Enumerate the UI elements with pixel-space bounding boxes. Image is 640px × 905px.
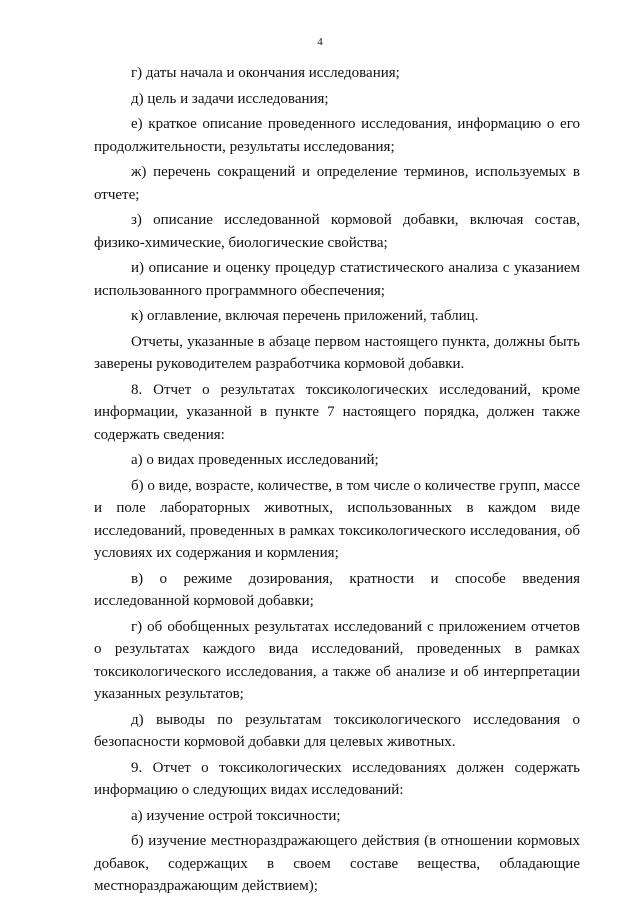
paragraph-clause-9: 9. Отчет о токсикологических исследованиях должен содержать информацию о следующих видах исследований:: [94, 759, 580, 798]
paragraph-clause-8: 8. Отчет о результатах токсикологических исследований, кроме информации, указанной в пункте 7 настоящего порядка, должен также содержать сведения:: [94, 381, 580, 443]
paragraph-item-g: г) даты начала и окончания исследования;: [131, 65, 400, 81]
paragraph-item-a-8: а) о видах проведенных исследований;: [131, 452, 379, 468]
paragraph-item-a-9: а) изучение острой токсичности;: [131, 807, 341, 824]
paragraph-item-g-8: г) об обобщенных результатах исследований с приложением отчетов о результатах каждого вида исследований, проведенных в рамках токсикологического исследования, а также об анализе и об интерпретации указанных результатов;: [94, 618, 580, 702]
paragraph-item-v-8: в) о режиме дозирования, кратности и способе введения исследованной кормовой добавки;: [94, 570, 580, 609]
paragraph-item-d-8: д) выводы по результатам токсикологического исследования о безопасности кормовой добавки для целевых животных.: [94, 711, 580, 750]
paragraph-reports-certification: Отчеты, указанные в абзаце первом настоящего пункта, должны быть заверены руководителем разработчика кормовой добавки.: [94, 333, 580, 372]
document-body: [94, 62, 580, 898]
paragraph-item-b-9: б) изучение местнораздражающего действия (в отношении кормовых добавок, содержащих в своем составе вещества, обладающие местнораздражающим действием);: [94, 833, 580, 894]
paragraph-item-d: д) цель и задачи исследования;: [131, 90, 329, 107]
paragraph-item-z: з) описание исследованной кормовой добавки, включая состав, физико-химические, биологические свойства;: [94, 212, 580, 251]
paragraph-item-e: е) краткое описание проведенного исследования, информацию о его продолжительности, результаты исследования;: [94, 116, 580, 155]
paragraph-item-zh: ж) перечень сокращений и определение терминов, используемых в отчете;: [94, 164, 580, 203]
paragraph-item-i: и) описание и оценку процедур статистического анализа с указанием использованного программного обеспечения;: [94, 260, 580, 299]
paragraph-item-k: к) оглавление, включая перечень приложений, таблиц.: [131, 308, 479, 324]
paragraph-item-b-8: б) о виде, возрасте, количестве, в том числе о количестве групп, массе и поле лабораторных животных, использованных в каждом виде исследований, проведенных в рамках токсикологического исследования, об условиях их содержания и кормления;: [94, 477, 581, 561]
page-number: 4: [317, 36, 323, 48]
